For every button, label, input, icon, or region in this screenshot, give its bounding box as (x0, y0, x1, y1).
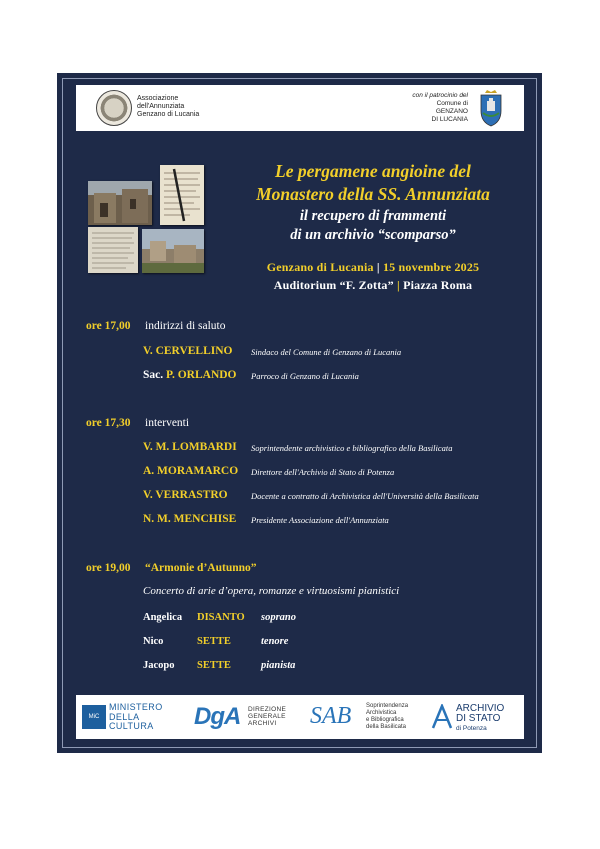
event-venue (215, 278, 531, 293)
parchment-photo (160, 165, 204, 225)
separator: | (376, 260, 380, 274)
logo-line: DELLA (109, 711, 140, 722)
comune-line: Comune di (436, 100, 468, 107)
speaker-name-text: P. ORLANDO (166, 369, 237, 381)
performer-role: soprano (261, 612, 297, 623)
speaker-role: Presidente Associazione dell'Annunziata (251, 515, 389, 525)
photo-collage (88, 165, 206, 275)
logo-line: ARCHIVI (248, 720, 277, 727)
title-line: Monastero della SS. Annunziata (256, 184, 490, 204)
speaker-role: Direttore dell'Archivio di Stato di Potenza (251, 467, 395, 477)
logo-line: DIREZIONE (248, 706, 287, 713)
comune-line: GENZANO (435, 108, 468, 115)
speaker-role: Sindaco del Comune di Genzano di Lucania (251, 347, 402, 357)
speaker-name: N. M. MENCHISE (143, 513, 237, 525)
dga-logo-text (248, 706, 286, 727)
speaker-name: V. M. LOMBARDI (143, 441, 237, 453)
association-line: Associazione (137, 95, 179, 102)
monastery-photo (88, 181, 152, 225)
speaker-role: Docente a contratto di Archivistica dell'Università della Basilicata (251, 491, 479, 501)
speaker-prefix: Sac. (143, 369, 166, 381)
event-date: 15 novembre 2025 (382, 260, 480, 274)
logo-line: di Potenza (456, 725, 487, 732)
sab-logo-icon: SAB (310, 703, 352, 729)
session-title: interventi (145, 417, 190, 429)
session-time: ore 19,00 (86, 562, 131, 574)
speaker-role: Parroco di Genzano di Lucania (251, 371, 359, 381)
comune-line: DI LUCANIA (431, 116, 468, 123)
logo-line: CULTURA (109, 721, 154, 731)
logo-line: della Basilicata (366, 724, 407, 730)
ruins-photo (142, 229, 204, 273)
event-subtitle (215, 207, 531, 245)
sponsor-logos-bar (76, 695, 524, 739)
subtitle-line: di un archivio “scomparso” (290, 227, 456, 243)
archivio-stato-logo-text (456, 704, 504, 734)
speaker-name-text: V. CERVELLINO (143, 345, 233, 357)
ministero-logo-text (109, 703, 163, 732)
venue-name: Auditorium “F. Zotta” (273, 278, 394, 292)
sab-logo-text (366, 703, 408, 731)
patronage-text (358, 92, 468, 124)
archivio-stato-logo-icon (431, 704, 453, 730)
logo-line: Soprintendenza (366, 703, 409, 709)
session-title: indirizzi di saluto (145, 320, 226, 332)
session-time: ore 17,30 (86, 417, 131, 429)
logo-line: e Bibliografica (366, 717, 404, 723)
logo-line: DI STATO (456, 713, 501, 724)
logo-line: ARCHIVIO (456, 703, 505, 714)
manuscript-photo (88, 227, 138, 273)
speaker-name (143, 369, 237, 381)
session-time: ore 17,00 (86, 320, 131, 332)
performer-first-name: Nico (143, 636, 164, 647)
comune-crest-icon (477, 89, 505, 127)
association-line: Genzano di Lucania (137, 111, 200, 118)
performer-role: tenore (261, 636, 289, 647)
performer-last-name: DISANTO (197, 612, 245, 623)
performer-first-name: Angelica (143, 612, 183, 623)
event-title (215, 160, 531, 206)
performer-first-name: Jacopo (143, 660, 175, 671)
event-place: Genzano di Lucania (266, 260, 374, 274)
association-line: dell'Annunziata (137, 103, 185, 110)
speaker-name: V. VERRASTRO (143, 489, 228, 501)
header-bar (76, 85, 524, 131)
logo-line: Archivistica (366, 710, 397, 716)
venue-square: Piazza Roma (403, 278, 473, 292)
speaker-role: Soprintendente archivistico e bibliografico della Basilicata (251, 443, 453, 453)
logo-line: GENERALE (248, 713, 286, 720)
association-seal-icon (96, 90, 132, 126)
concert-title: “Armonie d’Autunno” (145, 562, 257, 574)
performer-last-name: SETTE (197, 660, 231, 671)
mic-logo-icon: MiC (82, 705, 106, 729)
speaker-name (143, 345, 233, 357)
logo-line: MINISTERO (109, 702, 163, 712)
speaker-name: A. MORAMARCO (143, 465, 239, 477)
dga-logo-icon: DgA (194, 703, 241, 730)
performer-last-name: SETTE (197, 636, 231, 647)
patronage-label: con il patrocinio del (412, 92, 468, 99)
concert-description: Concerto di arie d’opera, romanze e virtuosismi pianistici (143, 585, 400, 597)
separator: | (397, 278, 400, 292)
subtitle-line: il recupero di frammenti (299, 208, 447, 224)
title-line: Le pergamene angioine del (275, 161, 471, 181)
event-place-date (215, 260, 531, 275)
performer-role: pianista (261, 660, 296, 671)
association-name (137, 95, 227, 119)
